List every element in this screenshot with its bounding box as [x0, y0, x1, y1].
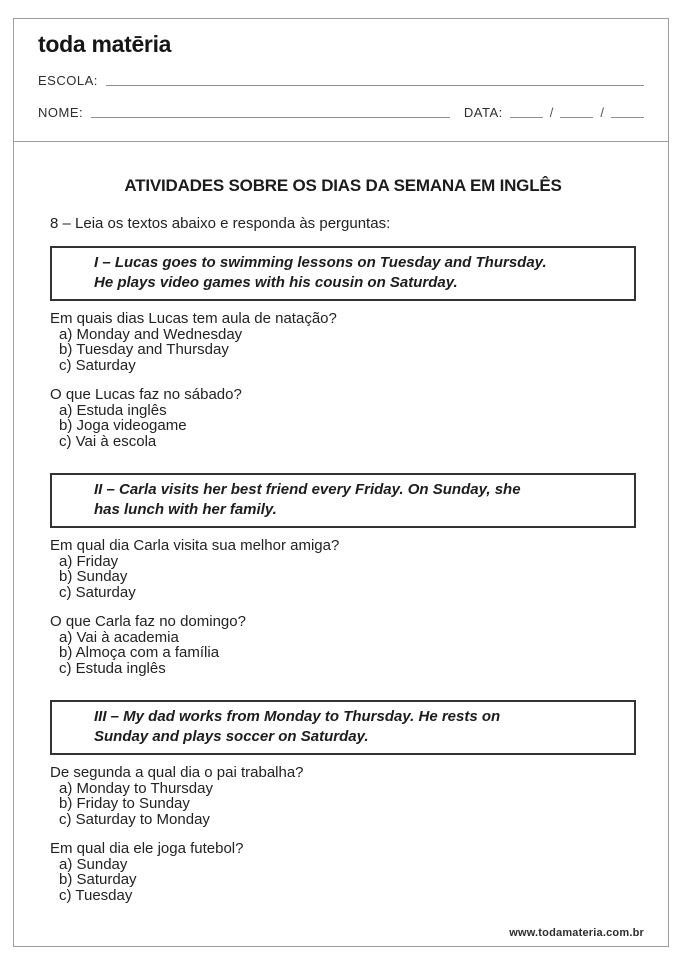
passage-box-3: [50, 700, 636, 755]
worksheet-title: ATIVIDADES SOBRE OS DIAS DA SEMANA EM INGLÊS: [124, 176, 562, 195]
option-item: b) Friday to Sunday: [59, 795, 190, 812]
school-label: ESCOLA:: [38, 73, 98, 88]
brand-logo: toda matēria: [38, 31, 172, 57]
option-item: b) Tuesday and Thursday: [59, 341, 229, 358]
options-list: [50, 554, 636, 601]
name-fill-line: [91, 116, 450, 118]
worksheet-sheet-frame: [13, 18, 669, 947]
question-block-3: [50, 538, 636, 600]
option-item: a) Sunday: [59, 855, 128, 873]
date-month-blank: [560, 105, 593, 118]
options-list: [50, 781, 636, 828]
date-slash: /: [600, 105, 604, 120]
options-list: [50, 327, 636, 374]
name-label: NOME:: [38, 105, 84, 120]
instruction-text: 8 – Leia os textos abaixo e responda às perguntas:: [50, 215, 391, 232]
date-label: DATA:: [463, 105, 503, 120]
question-prompt: Em qual dia ele joga futebol?: [50, 840, 244, 857]
option-item: b) Sunday: [59, 568, 128, 585]
date-day-blank: [510, 105, 543, 118]
question-prompt: Em quais dias Lucas tem aula de natação?: [50, 310, 337, 327]
passage-box-2: [50, 473, 636, 528]
name-date-field-row: [38, 105, 644, 120]
option-item: c) Saturday: [59, 356, 136, 374]
question-prompt: De segunda a qual dia o pai trabalha?: [50, 764, 304, 781]
option-item: b) Joga videogame: [59, 417, 187, 434]
date-year-blank: [611, 105, 644, 118]
question-prompt: O que Carla faz no domingo?: [50, 613, 246, 630]
question-prompt: O que Lucas faz no sábado?: [50, 386, 242, 403]
passage-box-1: [50, 246, 636, 301]
option-item: c) Saturday to Monday: [59, 810, 210, 828]
question-prompt: Em qual dia Carla visita sua melhor amiga?: [50, 537, 340, 554]
option-item: a) Estuda inglês: [59, 401, 167, 419]
sheet-header: [14, 19, 668, 142]
passage-line: II – Carla visits her best friend every Friday. On Sunday, she: [94, 481, 521, 498]
option-item: a) Vai à academia: [59, 628, 179, 646]
option-item: b) Almoça com a família: [59, 644, 220, 661]
option-item: c) Saturday: [59, 583, 136, 601]
worksheet-content: [14, 176, 668, 903]
options-list: [50, 403, 636, 450]
passage-line: I – Lucas goes to swimming lessons on Tuesday and Thursday.: [94, 254, 547, 271]
school-field-row: [38, 73, 644, 88]
question-block-6: [50, 841, 636, 903]
option-item: a) Monday to Thursday: [59, 779, 213, 797]
options-list: [50, 630, 636, 677]
options-list: [50, 857, 636, 904]
option-item: b) Saturday: [59, 871, 137, 888]
passage-line: He plays video games with his cousin on Saturday.: [94, 274, 458, 291]
option-item: c) Vai à escola: [59, 432, 157, 450]
passage-line: has lunch with her family.: [94, 501, 277, 518]
passage-line: III – My dad works from Monday to Thursday. He rests on: [94, 708, 501, 725]
passage-line: Sunday and plays soccer on Saturday.: [94, 728, 369, 745]
school-fill-line: [106, 84, 644, 86]
question-block-5: [50, 765, 636, 827]
footer-url: www.todamateria.com.br: [509, 927, 644, 939]
question-block-2: [50, 387, 636, 449]
question-block-1: [50, 311, 636, 373]
option-item: a) Monday and Wednesday: [59, 325, 243, 343]
option-item: a) Friday: [59, 552, 119, 570]
option-item: c) Tuesday: [59, 886, 133, 904]
question-block-4: [50, 614, 636, 676]
date-slash: /: [549, 105, 554, 120]
option-item: c) Estuda inglês: [59, 659, 166, 677]
